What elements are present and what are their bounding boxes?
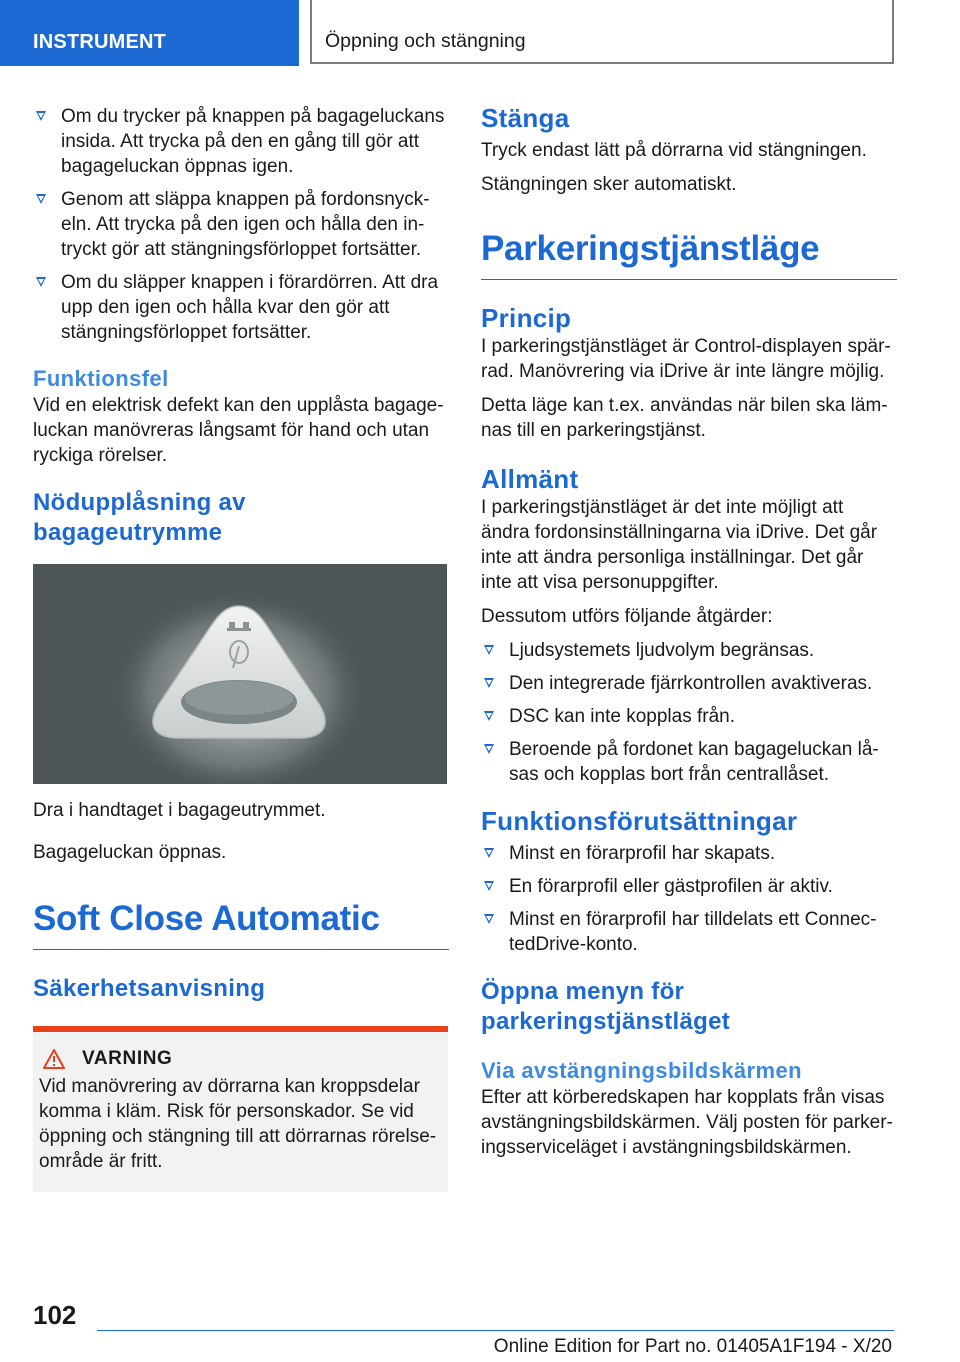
funktionsfel-text: Vid en elektrisk defekt kan den upplåsta bagage-luckan manövreras långsamt för hand och utan ryckiga rörelser. xyxy=(33,395,444,466)
stanga-text-2: Stängningen sker automatiskt. xyxy=(481,174,737,195)
warning-header xyxy=(39,1048,440,1070)
list-item: En förarprofil eller gästprofilen är aktiv. xyxy=(481,874,897,899)
right-column xyxy=(481,100,897,1169)
list-item: Minst en förarprofil har skapats. xyxy=(481,841,897,866)
warning-title: VARNING xyxy=(82,1048,173,1069)
footer-rule xyxy=(97,1330,894,1331)
bullet-triangle-icon xyxy=(484,881,494,891)
chapter-title: Öppning och stängning xyxy=(310,0,894,64)
list-item: Den integrerade fjärrkontrollen avaktiveras. xyxy=(481,671,897,696)
heading-funktionsforutsattningar: Funktionsförutsättningar xyxy=(481,806,798,836)
footer-edition: Online Edition for Part no. 01405A1F194 - X/20 xyxy=(493,1336,892,1357)
stanga-text-1: Tryck endast lätt på dörrarna vid stängningen. xyxy=(481,140,867,161)
heading-sakerhet: Säkerhetsanvisning xyxy=(33,975,266,1002)
heading-rule xyxy=(481,279,897,280)
figure-caption-2: Bagageluckan öppnas. xyxy=(33,842,227,863)
heading-stanga: Stänga xyxy=(481,103,570,133)
bullet-list-allmant xyxy=(481,638,897,787)
warning-triangle-icon xyxy=(43,1049,65,1069)
list-item: Genom att släppa knappen på fordonsnyck-eln. Att trycka på den igen och hålla den in-tryckt gör att stängningsförloppet fortsätter. xyxy=(33,187,449,262)
allmant-text-1: I parkeringstjänstläget är det inte möjligt att ändra fordonsinställningarna via iDrive. Det går inte att ändra personliga inställningar. Det går inte att visa personuppgifter. xyxy=(481,497,878,593)
princip-text-2: Detta läge kan t.ex. användas när bilen ska läm-nas till en parkeringstjänst. xyxy=(481,395,888,441)
heading-parkeringstjanstlage: Parkeringstjänstläge xyxy=(481,229,820,268)
left-column xyxy=(33,100,449,1192)
bullet-triangle-icon xyxy=(484,744,494,754)
bullet-triangle-icon xyxy=(484,848,494,858)
via-text: Efter att körberedskapen har kopplats från visas avstängningsbildskärmen. Välj posten för parker-ingsserviceläget i avstängningsbildskärmen. xyxy=(481,1087,893,1158)
heading-via-avstangning: Via avstängningsbildskärmen xyxy=(481,1058,802,1083)
princip-text-1: I parkeringstjänstläget är Control-displayen spär-rad. Manövrering via iDrive är inte längre möjlig. xyxy=(481,336,891,382)
trunk-release-figure xyxy=(33,564,447,784)
heading-soft-close: Soft Close Automatic xyxy=(33,899,380,938)
heading-funktionsfel: Funktionsfel xyxy=(33,366,169,391)
page-number: 102 xyxy=(33,1300,77,1330)
bullet-triangle-icon xyxy=(484,914,494,924)
heading-princip: Princip xyxy=(481,303,572,333)
allmant-text-2: Dessutom utförs följande åtgärder: xyxy=(481,606,773,627)
list-item: Minst en förarprofil har tilldelats ett Connec-tedDrive-konto. xyxy=(481,907,897,957)
figure-caption-1: Dra i handtaget i bagageutrymmet. xyxy=(33,800,326,821)
page-header xyxy=(0,0,960,66)
bullet-triangle-icon xyxy=(36,277,46,287)
list-item: Om du trycker på knappen på bagageluckans insida. Att trycka på den en gång till gör att bagageluckan öppnas igen. xyxy=(33,104,449,179)
list-item: Beroende på fordonet kan bagageluckan lå-sas och kopplas bort från centrallåset. xyxy=(481,737,897,787)
bullet-triangle-icon xyxy=(36,111,46,121)
heading-allmant: Allmänt xyxy=(481,464,579,494)
heading-rule xyxy=(33,949,449,950)
bullet-list-funk xyxy=(481,841,897,957)
warning-box xyxy=(33,1026,448,1192)
bullet-triangle-icon xyxy=(484,711,494,721)
list-item: Ljudsystemets ljudvolym begränsas. xyxy=(481,638,897,663)
bullet-list-top xyxy=(33,104,449,345)
bullet-triangle-icon xyxy=(484,678,494,688)
warning-text: Vid manövrering av dörrarna kan kroppsdelar komma i kläm. Risk för personskador. Se vid öppning och stängning till att dörrarnas rörelse-område är fritt. xyxy=(39,1076,437,1172)
section-tab: INSTRUMENT xyxy=(0,0,299,66)
trunk-emergency-release-handle-icon xyxy=(33,564,447,784)
list-item: Om du släpper knappen i förardörren. Att dra upp den igen och hålla kvar den gör att stängningsförloppet fortsätter. xyxy=(33,270,449,345)
list-item: DSC kan inte kopplas från. xyxy=(481,704,897,729)
heading-oppna-menyn: Öppna menyn för parkeringstjänstläget xyxy=(481,978,731,1035)
bullet-triangle-icon xyxy=(484,645,494,655)
bullet-triangle-icon xyxy=(36,194,46,204)
heading-nodupplasning: Nödupplåsning av bagageutrymme xyxy=(33,489,246,546)
